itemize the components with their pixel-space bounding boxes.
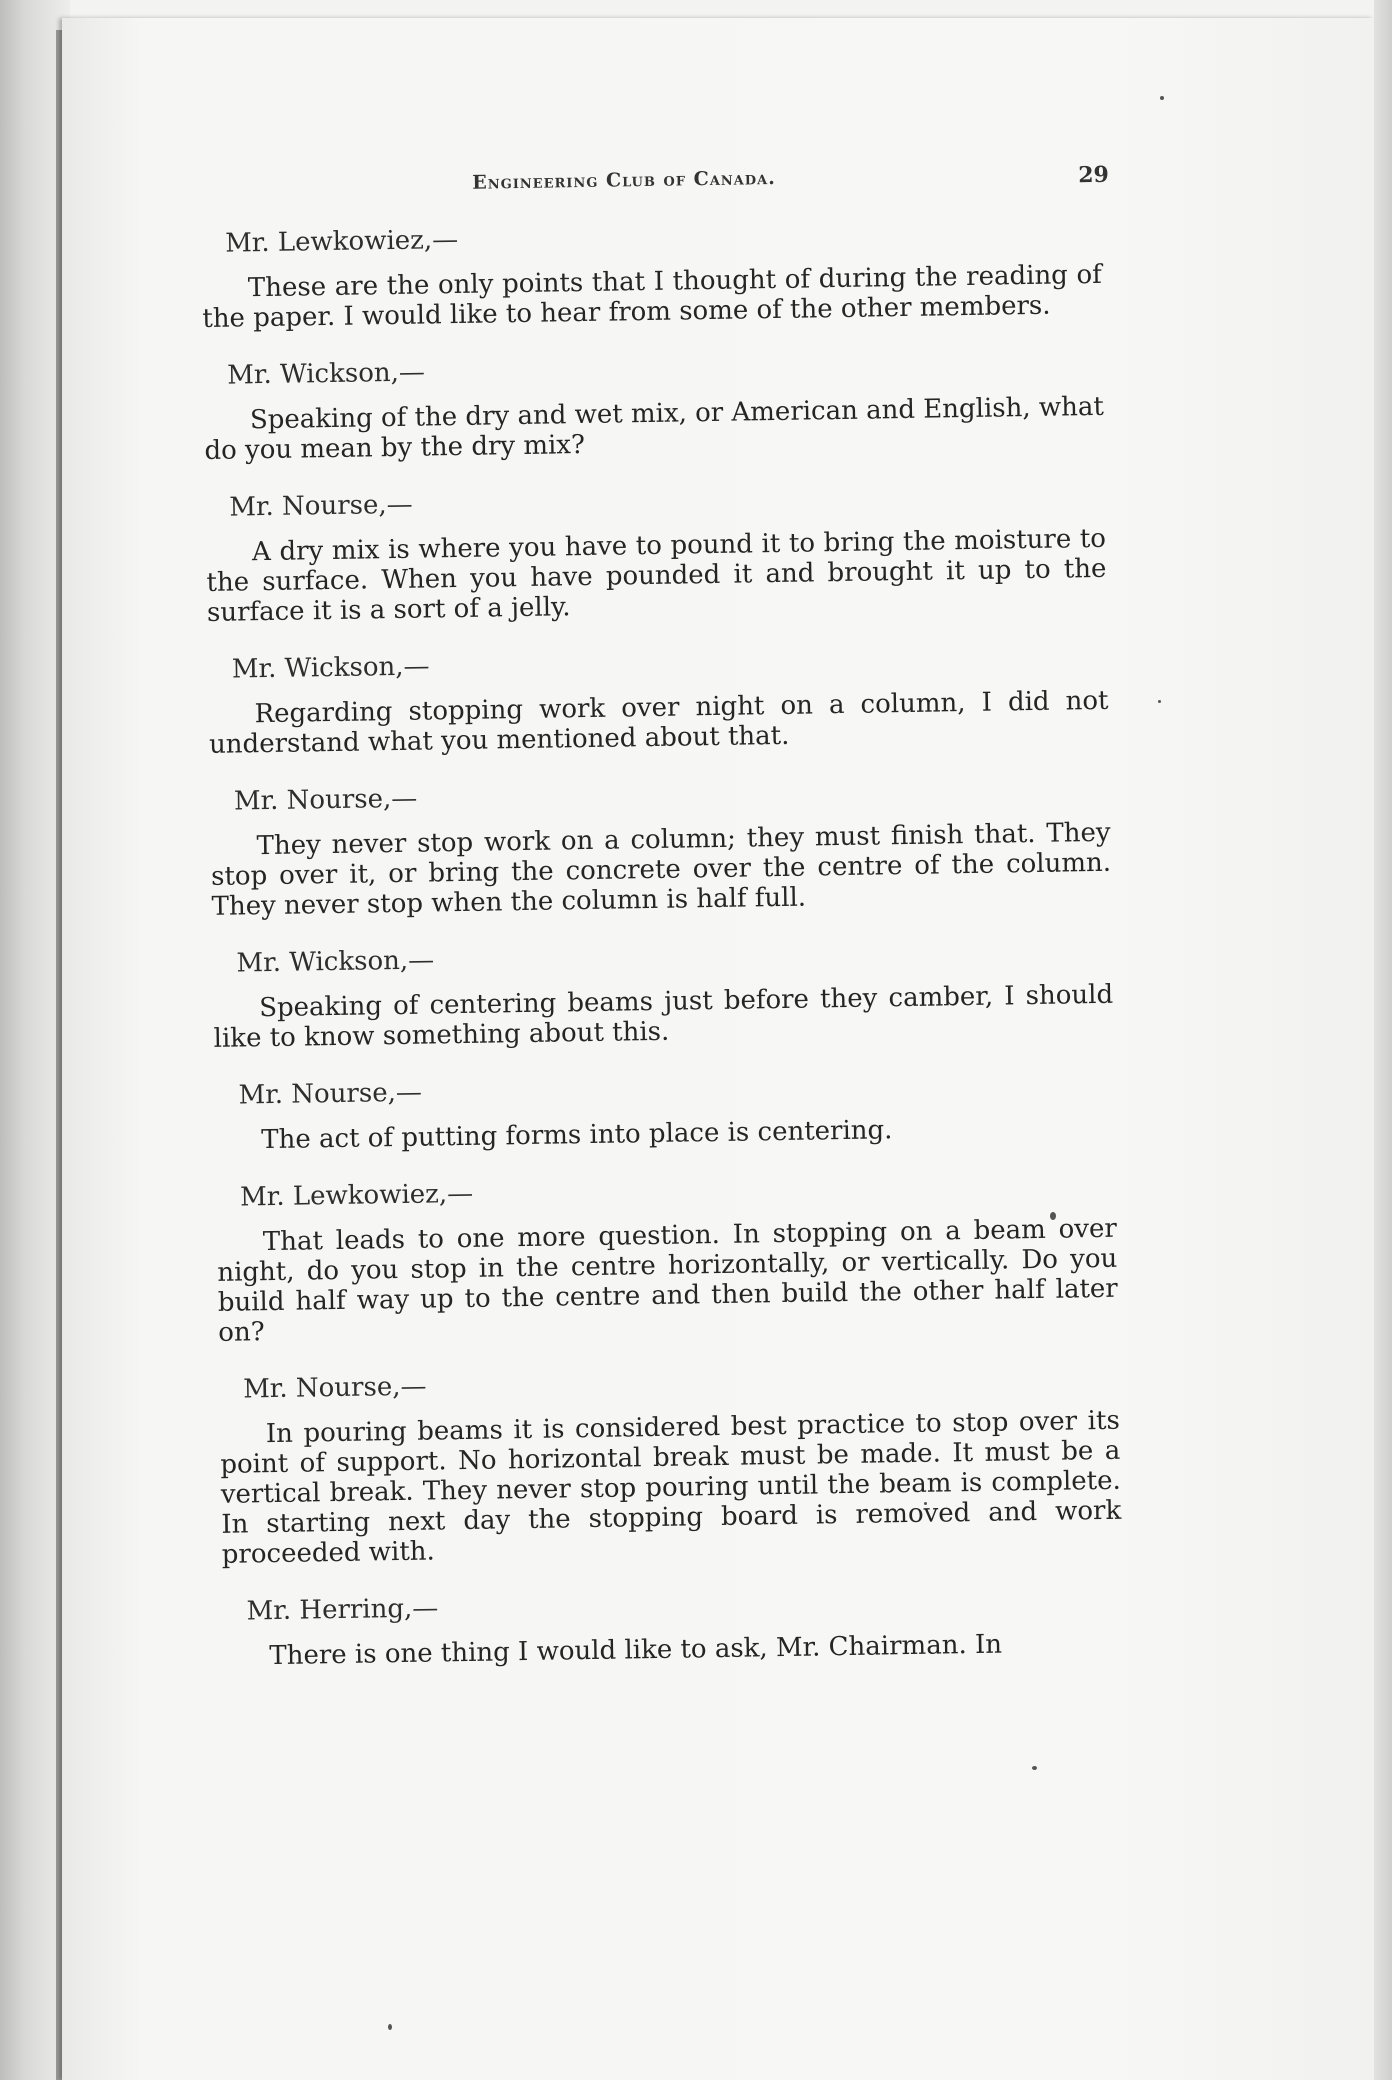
speech-paragraph: Speaking of the dry and wet mix, or American and English, what do you mean by the dry mix? [204,391,1105,466]
speaker-label: Mr. Nourse,— [229,489,413,523]
speech-paragraph: A dry mix is where you have to pound it to bring the moisture to the surface. When you have pounded it and brought it up to the surface it is a sort of a jelly. [206,523,1107,628]
speaker-label: Mr. Lewkowiez,— [239,1178,474,1213]
dust-speck [1158,700,1161,703]
speaker-label: Mr. Lewkowiez,— [224,224,459,259]
speaker-label: Mr. Wickson,— [231,651,430,685]
speech-paragraph: There is one thing I would like to ask, Mr. Chairman. In [269,1629,1003,1672]
speaker-label: Mr. Wickson,— [227,357,426,391]
speech-paragraph: That leads to one more question. In stopping on a beam over night, do you stop in the centre horizontally, or vertically. Do you build half way up to the centre and then build the other half later on? [217,1213,1118,1348]
speech-paragraph: The act of putting forms into place is centering. [261,1115,893,1156]
speech-paragraph: In pouring beams it is considered best practice to stop over its point of support. No horizontal break must be made. It must be a vertical break. They never stop pouring until the beam is complete. In starting next day the stopping board is removed and work proceeded with. [220,1405,1122,1570]
page-right-margin [1374,0,1392,2080]
dust-speck [388,2024,392,2030]
speaker-label: Mr. Nourse,— [242,1371,427,1405]
speaker-label: Mr. Nourse,— [233,783,418,817]
dust-speck [1160,96,1164,100]
speaker-label: Mr. Nourse,— [238,1077,423,1111]
speech-paragraph: Regarding stopping work over night on a column, I did not understand what you mentioned about that. [208,685,1109,760]
running-title: Engineering Club of Canada. [472,166,776,194]
speech-paragraph: Speaking of centering beams just before they camber, I should like to know something about this. [213,979,1114,1054]
speaker-label: Mr. Wickson,— [236,945,435,979]
page-text [200,153,1154,1671]
speech-paragraph: These are the only points that I thought of during the reading of the paper. I would like to hear from some of the other members. [202,259,1103,334]
speech-paragraph: They never stop work on a column; they must finish that. They stop over it, or bring the concrete over the centre of the column. They never stop when the column is half full. [210,817,1112,922]
page-number: 29 [1078,161,1110,189]
speaker-label: Mr. Herring,— [246,1593,439,1627]
dust-speck [1032,1766,1037,1770]
